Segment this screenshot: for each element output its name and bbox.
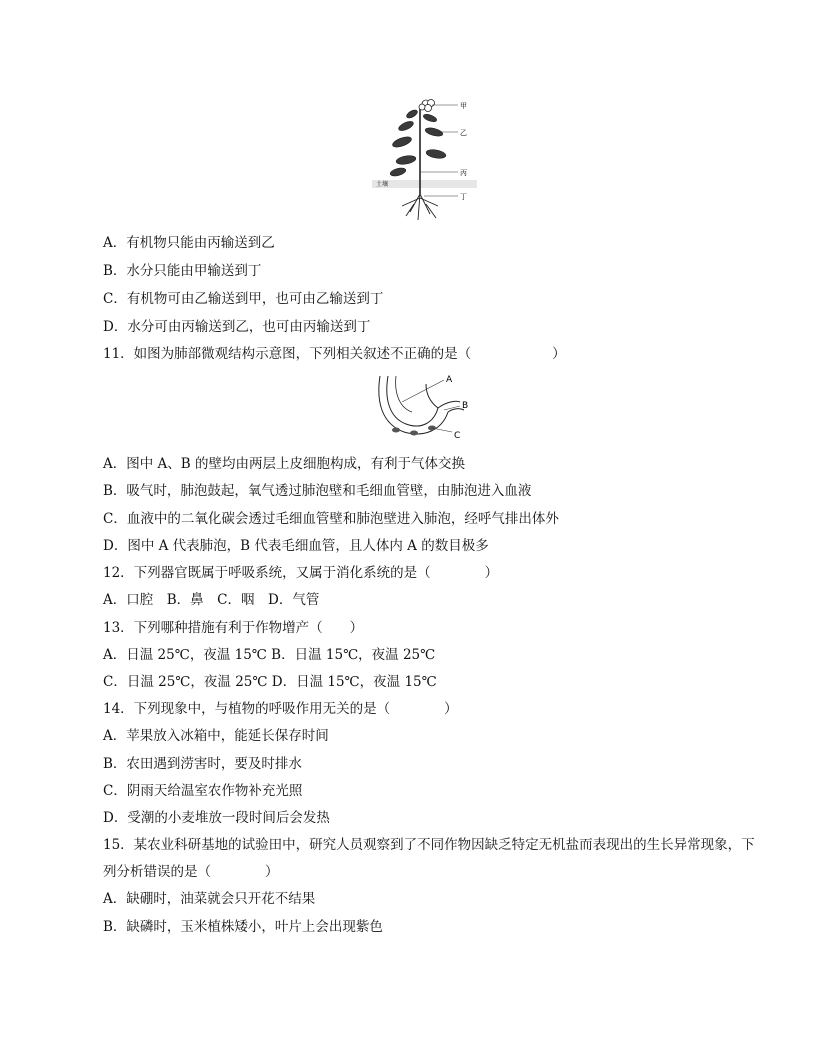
figure2-pointers xyxy=(402,380,460,432)
q15-stem-line2: 列分析错误的是（ ） xyxy=(103,864,279,880)
lung-alveolus-diagram xyxy=(372,372,472,442)
q13-options-cd: C．日温 25℃，夜温 25℃ D．日温 15℃，夜温 15℃ xyxy=(103,674,437,690)
roots xyxy=(402,194,438,220)
q10-option-a: A．有机物只能由丙输送到乙 xyxy=(103,235,275,251)
q14-option-a: A．苹果放入冰箱中，能延长保存时间 xyxy=(103,728,329,744)
q11-option-b: B．吸气时，肺泡鼓起，氧气透过肺泡壁和毛细血管壁，由肺泡进入血液 xyxy=(103,483,532,499)
label-yi: 乙 xyxy=(460,129,467,137)
q11-option-c: C．血液中的二氧化碳会透过毛细血管壁和肺泡壁进入肺泡，经呼气排出体外 xyxy=(103,511,559,527)
q13-stem: 13．下列哪种措施有利于作物增产（ ） xyxy=(103,620,364,636)
q14-option-b: B．农田遇到涝害时，要及时排水 xyxy=(103,756,302,772)
q13-options-ab: A．日温 25℃，夜温 15℃ B．日温 15℃，夜温 25℃ xyxy=(103,647,436,663)
q14-option-d: D．受潮的小麦堆放一段时间后会发热 xyxy=(103,810,330,826)
label-jia: 甲 xyxy=(460,102,467,110)
figure2-label-b: B xyxy=(462,401,469,411)
q11-option-a: A．图中 A、B 的壁均由两层上皮细胞构成，有利于气体交换 xyxy=(103,456,466,472)
q12-stem: 12．下列器官既属于呼吸系统，又属于消化系统的是（ ） xyxy=(103,565,499,581)
q11-option-d: D．图中 A 代表肺泡，B 代表毛细血管，且人体内 A 的数目极多 xyxy=(103,538,489,554)
soil-label: 土壤 xyxy=(376,181,389,188)
leaves xyxy=(389,108,446,177)
q11-stem: 11．如图为肺部微观结构示意图，下列相关叙述不正确的是（ ） xyxy=(103,346,566,362)
capillary-cells xyxy=(392,426,436,436)
plant-diagram xyxy=(372,94,477,226)
q15-option-a: A．缺硼时，油菜就会只开花不结果 xyxy=(103,891,316,907)
q10-option-c: C．有机物可由乙输送到甲，也可由乙输送到丁 xyxy=(103,291,384,307)
label-bing: 丙 xyxy=(460,169,467,177)
figure2-label-c: C xyxy=(454,431,461,441)
q14-stem: 14．下列现象中，与植物的呼吸作用无关的是（ ） xyxy=(103,701,458,717)
q10-option-d: D．水分可由丙输送到乙，也可由丙输送到丁 xyxy=(103,319,371,335)
flower xyxy=(419,100,435,112)
q12-options: A．口腔 B．鼻 C．咽 D．气管 xyxy=(103,592,320,608)
q15-option-b: B．缺磷时，玉米植株矮小，叶片上会出现紫色 xyxy=(103,919,383,935)
q15-stem-line1: 15．某农业科研基地的试验田中，研究人员观察到了不同作物因缺乏特定无机盐而表现出的生长异常现象，下 xyxy=(103,837,755,853)
label-ding: 丁 xyxy=(460,193,467,201)
q14-option-c: C．阴雨天给温室农作物补充光照 xyxy=(103,783,303,799)
figure2-label-a: A xyxy=(446,375,453,385)
q10-option-b: B．水分只能由甲输送到丁 xyxy=(103,263,262,279)
